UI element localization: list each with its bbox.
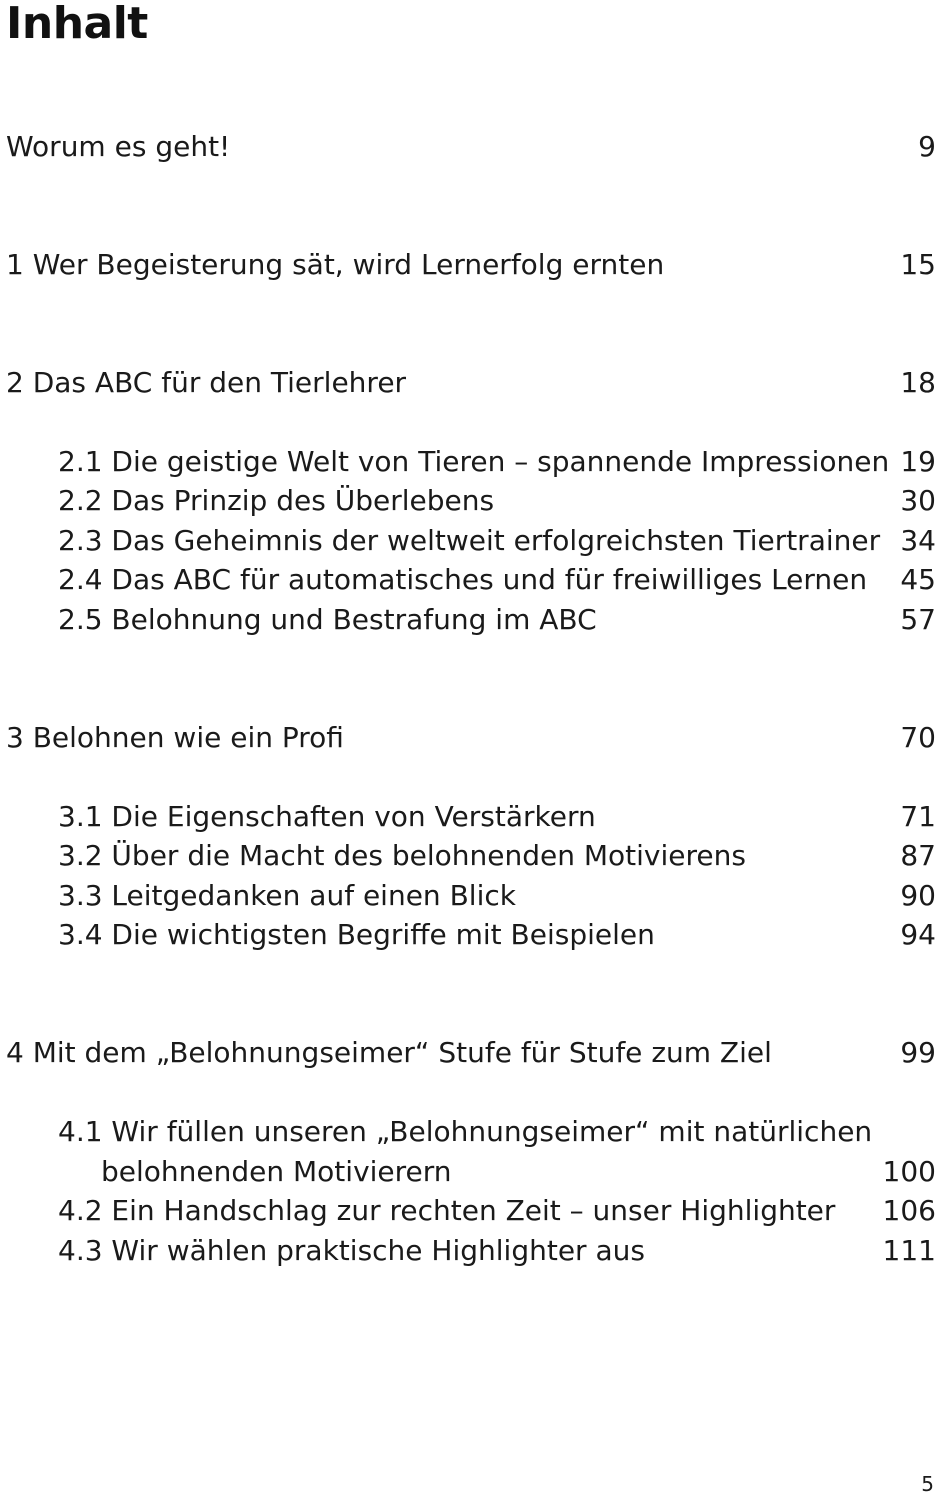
toc-section-4-2: [0, 1192, 940, 1230]
toc-entry-label: 3 Belohnen wie ein Profi: [6, 721, 344, 754]
toc-entry-page: 70: [900, 721, 936, 754]
toc-entry-label: 3.4 Die wichtigsten Begriffe mit Beispielen: [58, 918, 655, 951]
toc-entry-label: belohnenden Motivierern: [101, 1155, 452, 1188]
toc-section-4-3: [0, 1232, 940, 1270]
toc-entry-label: 2.5 Belohnung und Bestrafung im ABC: [58, 603, 597, 636]
toc-section-3-1: [0, 798, 940, 836]
toc-section-3-3: [0, 877, 940, 915]
toc-entry-page: 90: [900, 879, 936, 912]
toc-entry-page: 34: [900, 524, 936, 557]
toc-entry-page: 106: [882, 1194, 936, 1227]
toc-entry-page: 9: [918, 130, 936, 163]
toc-entry-label: 3.1 Die Eigenschaften von Verstärkern: [58, 800, 596, 833]
toc-section-2-1: [0, 443, 940, 481]
toc-entry-page: 18: [900, 366, 936, 399]
toc-entry-label: 2.3 Das Geheimnis der weltweit erfolgreichsten Tiertrainer: [58, 524, 881, 557]
toc-entry-page: 94: [900, 918, 936, 951]
toc-entry-page: 100: [882, 1155, 936, 1188]
toc-entry-page: 87: [900, 839, 936, 872]
page-title: Inhalt: [6, 0, 148, 49]
toc-entry-label: 2.2 Das Prinzip des Überlebens: [58, 484, 495, 517]
page-number: 5: [921, 1472, 934, 1496]
toc-section-2-2: [0, 482, 940, 520]
toc-section-4-1: [0, 1113, 940, 1151]
toc-entry-page: 30: [900, 484, 936, 517]
toc-entry-label: 4.1 Wir füllen unseren „Belohnungseimer“ mit natürlichen: [58, 1115, 873, 1148]
toc-section-4-1-continued: [0, 1153, 940, 1191]
toc-chapter-1: [0, 246, 940, 284]
toc-entry-label: 4.3 Wir wählen praktische Highlighter aus: [58, 1234, 645, 1267]
toc-entry-intro: [0, 128, 940, 166]
toc-entry-label: 3.3 Leitgedanken auf einen Blick: [58, 879, 516, 912]
toc-entry-label: Worum es geht!: [6, 130, 231, 163]
toc-chapter-4: [0, 1034, 940, 1072]
toc-entry-page: 111: [882, 1234, 936, 1267]
toc-section-2-5: [0, 601, 940, 639]
toc-entry-page: 57: [900, 603, 936, 636]
toc-entry-page: 45: [900, 563, 936, 596]
toc-entry-label: 1 Wer Begeisterung sät, wird Lernerfolg ernten: [6, 248, 665, 281]
toc-entry-page: 19: [900, 445, 936, 478]
toc-entry-page: 71: [900, 800, 936, 833]
toc-section-2-3: [0, 522, 940, 560]
toc-section-3-4: [0, 916, 940, 954]
toc-entry-label: 2.1 Die geistige Welt von Tieren – spannende Impressionen: [58, 445, 890, 478]
toc-entry-label: 4.2 Ein Handschlag zur rechten Zeit – unser Highlighter: [58, 1194, 836, 1227]
toc-entry-label: 2.4 Das ABC für automatisches und für freiwilliges Lernen: [58, 563, 868, 596]
toc-section-3-2: [0, 837, 940, 875]
toc-chapter-3: [0, 719, 940, 757]
toc-entry-label: 2 Das ABC für den Tierlehrer: [6, 366, 407, 399]
toc-entry-label: 4 Mit dem „Belohnungseimer“ Stufe für Stufe zum Ziel: [6, 1036, 772, 1069]
toc-chapter-2: [0, 364, 940, 402]
toc-entry-page: 15: [900, 248, 936, 281]
toc-entry-page: 99: [900, 1036, 936, 1069]
toc-section-2-4: [0, 561, 940, 599]
toc-entry-label: 3.2 Über die Macht des belohnenden Motivierens: [58, 839, 746, 872]
